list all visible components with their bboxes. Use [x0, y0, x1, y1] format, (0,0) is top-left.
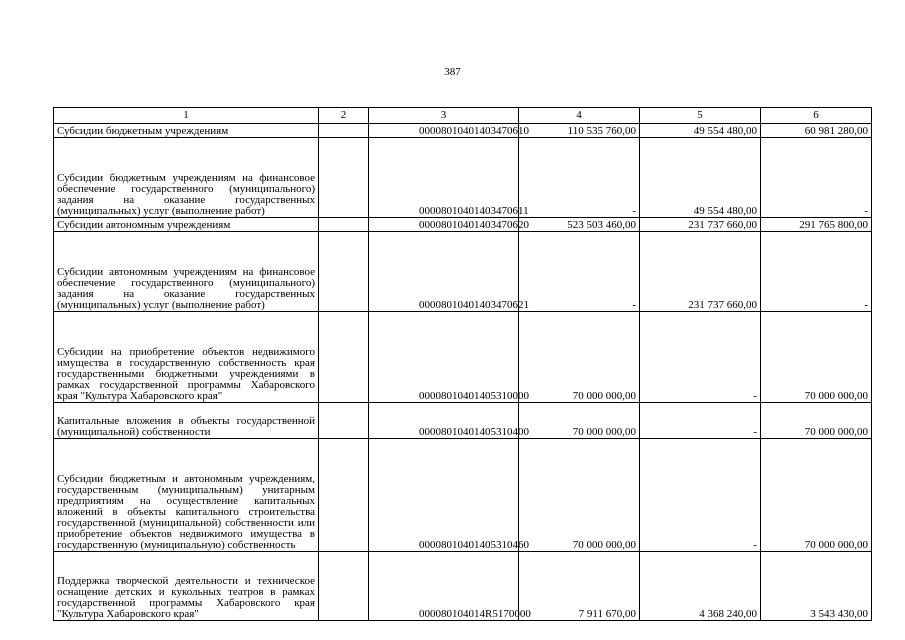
row-description: Субсидии на приобретение объектов недвижимого имущества в государственную собственность края государственными бюджетными учреждениями в рамках государственной программы Хабаровского края "Культура Хабаровского края"	[54, 312, 319, 403]
row-value-4: 7 911 670,00	[519, 552, 640, 621]
row-col2	[319, 403, 369, 439]
row-description: Поддержка творческой деятельности и техническое оснащение детских и кукольных театров в рамках государственной программы Хабаровского края "Культура Хабаровского края"	[54, 552, 319, 621]
row-code: 00008010401403470620	[369, 218, 519, 232]
row-description: Субсидии автономным учреждениям	[54, 218, 319, 232]
table-row	[54, 138, 872, 218]
row-description: Субсидии автономным учреждениям на финансовое обеспечение государственного (муниципального) задания на оказание государственных (муниципальных) услуг (выполнение работ)	[54, 232, 319, 312]
row-code: 000080104014R5170000	[369, 552, 519, 621]
row-code: 00008010401403470610	[369, 124, 519, 138]
row-value-6: -	[761, 232, 872, 312]
row-value-5: 231 737 660,00	[640, 218, 761, 232]
row-code: 00008010401403470621	[369, 232, 519, 312]
row-value-5: 231 737 660,00	[640, 232, 761, 312]
header-cell-2: 2	[319, 108, 369, 124]
header-cell-4: 4	[519, 108, 640, 124]
header-cell-1: 1	[54, 108, 319, 124]
row-value-5: -	[640, 439, 761, 552]
table-row	[54, 439, 872, 552]
row-col2	[319, 552, 369, 621]
row-col2	[319, 232, 369, 312]
header-cell-3: 3	[369, 108, 519, 124]
row-description: Субсидии бюджетным учреждениям на финансовое обеспечение государственного (муниципального) задания на оказание государственных (муниципальных) услуг (выполнение работ)	[54, 138, 319, 218]
row-value-4: 523 503 460,00	[519, 218, 640, 232]
row-value-6: 3 543 430,00	[761, 552, 872, 621]
row-value-4: 70 000 000,00	[519, 439, 640, 552]
row-col2	[319, 124, 369, 138]
row-value-6: 70 000 000,00	[761, 439, 872, 552]
row-code: 00008010401405310400	[369, 403, 519, 439]
table-row	[54, 232, 872, 312]
row-value-6: 291 765 800,00	[761, 218, 872, 232]
table-row	[54, 403, 872, 439]
row-description: Капитальные вложения в объекты государственной (муниципальной) собственности	[54, 403, 319, 439]
table-row	[54, 312, 872, 403]
row-value-6: 60 981 280,00	[761, 124, 872, 138]
row-description: Субсидии бюджетным и автономным учреждениям, государственным (муниципальным) унитарным предприятиям на осуществление капитальных вложений в объекты капитального строительства государственной (муниципальной) собственности или приобретение объектов недвижимого имущества в государственную (муниципальную) собственность	[54, 439, 319, 552]
table-row	[54, 124, 872, 138]
row-col2	[319, 138, 369, 218]
row-value-4: 70 000 000,00	[519, 312, 640, 403]
row-value-5: 4 368 240,00	[640, 552, 761, 621]
header-cell-6: 6	[761, 108, 872, 124]
row-value-5: -	[640, 312, 761, 403]
row-value-4: 70 000 000,00	[519, 403, 640, 439]
header-row	[54, 108, 872, 124]
row-description: Субсидии бюджетным учреждениям	[54, 124, 319, 138]
row-value-6: -	[761, 138, 872, 218]
row-col2	[319, 439, 369, 552]
row-value-6: 70 000 000,00	[761, 403, 872, 439]
row-value-5: 49 554 480,00	[640, 124, 761, 138]
budget-table	[53, 107, 872, 621]
row-code: 00008010401405310460	[369, 439, 519, 552]
table-row	[54, 218, 872, 232]
table-row	[54, 552, 872, 621]
page-number: 387	[444, 66, 461, 78]
row-code: 00008010401405310000	[369, 312, 519, 403]
row-value-6: 70 000 000,00	[761, 312, 872, 403]
row-value-5: -	[640, 403, 761, 439]
row-col2	[319, 218, 369, 232]
row-value-5: 49 554 480,00	[640, 138, 761, 218]
row-col2	[319, 312, 369, 403]
row-code: 00008010401403470611	[369, 138, 519, 218]
row-value-4: -	[519, 138, 640, 218]
row-value-4: 110 535 760,00	[519, 124, 640, 138]
row-value-4: -	[519, 232, 640, 312]
header-cell-5: 5	[640, 108, 761, 124]
